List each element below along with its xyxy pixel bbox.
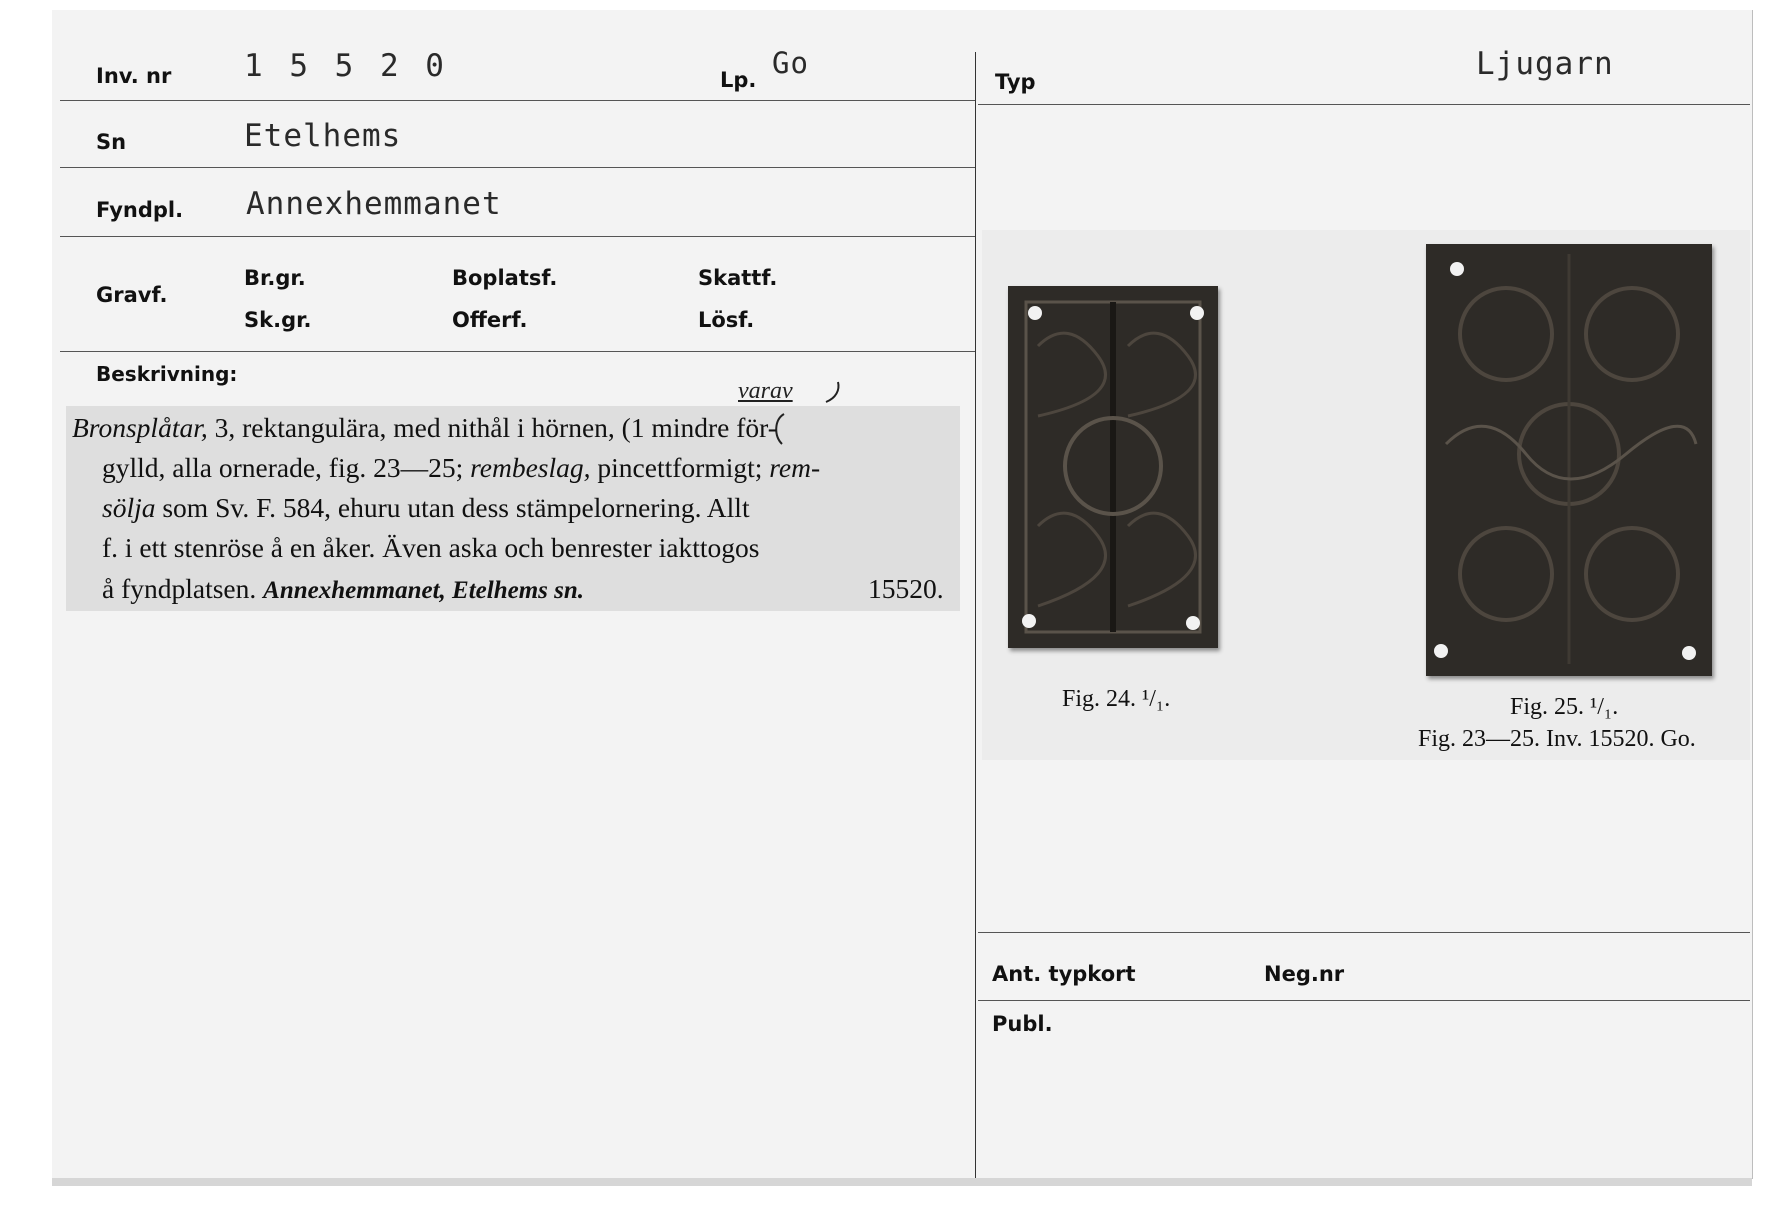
rivet-hole: [1022, 614, 1036, 628]
rule-gravf: [60, 351, 975, 352]
card-edge-shadow: [52, 1178, 1752, 1186]
ornament-pattern-icon: [1426, 244, 1712, 676]
fig24-caption: Fig. 24. ¹/₁.: [1062, 686, 1171, 712]
rule-inv: [60, 100, 975, 101]
rivet-hole: [1190, 306, 1204, 320]
gravf-label: Gravf.: [96, 283, 168, 307]
fig24-plate: [1008, 286, 1218, 648]
figures-combined-caption: Fig. 23—25. Inv. 15520. Go.: [1418, 726, 1696, 752]
rule-publ: [978, 1000, 1750, 1001]
find-location: Annexhemmanet, Etelhems sn.: [263, 577, 585, 604]
rivet-hole: [1434, 644, 1448, 658]
skgr-label: Sk.gr.: [244, 308, 312, 332]
description-line-1: [72, 412, 777, 444]
text-l2c: pincettformigt;: [590, 452, 770, 483]
term-solja: sölja: [102, 492, 156, 523]
rule-ant: [978, 932, 1750, 933]
description-line-5: [102, 573, 584, 605]
ornament-pattern-icon: [1008, 286, 1218, 648]
description-line-2: [102, 452, 820, 484]
rivet-hole: [1682, 646, 1696, 660]
sn-label: Sn: [96, 130, 127, 154]
text-l1: 3, rektangulära, med nithål i hörnen, (1 mindre för-: [207, 412, 777, 443]
losf-label: Lösf.: [698, 308, 755, 332]
card-divider: [975, 52, 976, 1178]
sn-value: Etelhems: [244, 118, 402, 154]
inv-value: 1 5 5 2 0: [244, 48, 448, 84]
brgr-label: Br.gr.: [244, 266, 306, 290]
offerf-label: Offerf.: [452, 308, 528, 332]
insertion-mark-icon: [770, 380, 850, 450]
inventory-number: 15520.: [868, 573, 944, 604]
rivet-hole: [1028, 306, 1042, 320]
typ-value: Ljugarn: [1476, 46, 1614, 82]
rule-sn: [60, 167, 975, 168]
fig25-plate: [1426, 244, 1712, 676]
beskrivning-label: Beskrivning:: [96, 362, 238, 386]
description-line-4: f. i ett stenröse å en åker. Även aska och benrester iakttogos: [102, 532, 760, 563]
text-l5a: å fyndplatsen.: [102, 573, 264, 604]
fyndpl-label: Fyndpl.: [96, 198, 184, 222]
rule-fyndpl: [60, 236, 975, 237]
lp-value: Go: [772, 46, 809, 80]
fig25-caption: Fig. 25. ¹/₁.: [1510, 694, 1619, 720]
publ-label: Publ.: [992, 1012, 1053, 1036]
ant-typkort-label: Ant. typkort: [992, 962, 1136, 986]
fyndpl-value: Annexhemmanet: [246, 186, 502, 222]
term-rem: rem-: [769, 452, 821, 483]
handwritten-insert: varav: [738, 378, 793, 404]
term-rembeslag: rembeslag,: [470, 452, 591, 483]
boplatsf-label: Boplatsf.: [452, 266, 558, 290]
rule-typ: [978, 104, 1750, 105]
term-bronsplatar: Bronsplåtar,: [72, 412, 208, 443]
inv-label: Inv. nr: [96, 64, 172, 88]
rivet-hole: [1186, 616, 1200, 630]
skattf-label: Skattf.: [698, 266, 778, 290]
lp-label: Lp.: [720, 68, 757, 92]
description-line-3: [102, 492, 750, 524]
text-l2a: gylld, alla ornerade, fig. 23—25;: [102, 452, 471, 483]
typ-label: Typ: [995, 70, 1036, 94]
rivet-hole: [1450, 262, 1464, 276]
text-l3: som Sv. F. 584, ehuru utan dess stämpelornering. Allt: [155, 492, 750, 523]
negnr-label: Neg.nr: [1264, 962, 1345, 986]
